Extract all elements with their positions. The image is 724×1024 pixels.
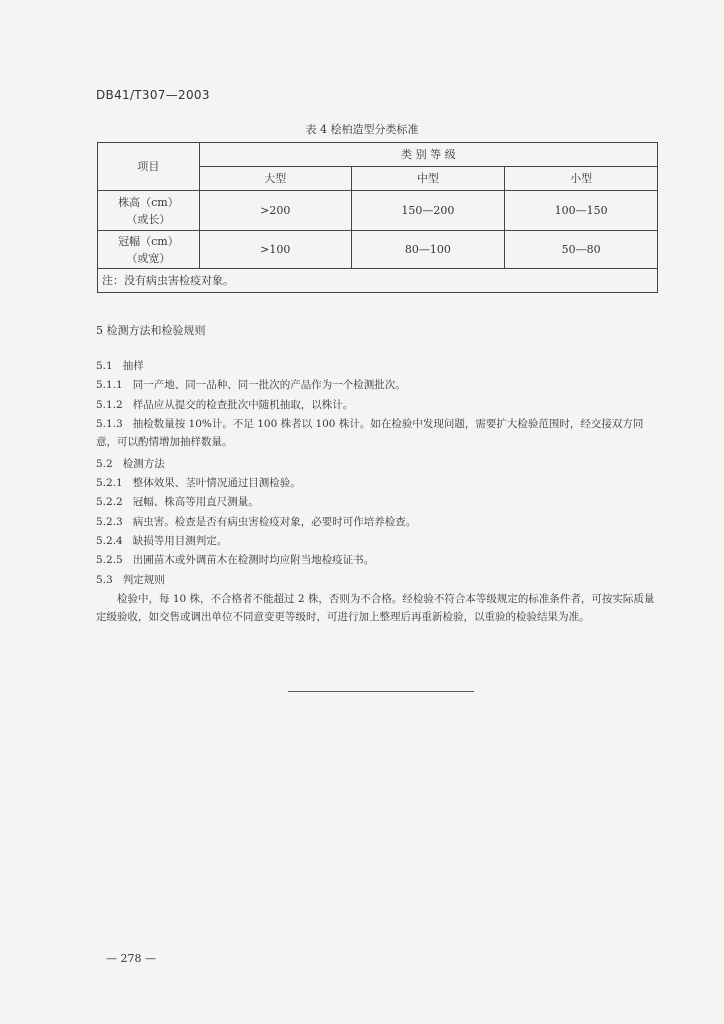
- clause: [96, 474, 662, 492]
- clause: [96, 455, 662, 473]
- section-title: 5 检测方法和检验规则: [96, 324, 206, 337]
- cell-medium: 150—200: [351, 191, 505, 231]
- clause-text: 抽样: [122, 360, 144, 372]
- cell-large: >200: [199, 191, 351, 231]
- clause-number: 5.1.3: [96, 418, 123, 430]
- clause-number: 5.2.2: [96, 496, 123, 508]
- clause-number: 5.2.3: [96, 516, 123, 528]
- table-caption: 表 4 桧柏造型分类标准: [305, 123, 419, 136]
- row-label-line1: 冠幅（cm）: [118, 234, 179, 248]
- header-large: 大型: [199, 167, 351, 191]
- clause-text: 判定规则: [122, 574, 165, 586]
- table-row: [98, 191, 658, 231]
- standard-code: DB41/T307—2003: [96, 88, 210, 102]
- end-rule: [288, 691, 474, 692]
- row-label: [98, 191, 200, 231]
- clause: [96, 571, 662, 589]
- page-number: — 278 —: [106, 952, 156, 965]
- clause-text: 出圃苗木或外调苗木在检测时均应附当地检疫证书。: [132, 554, 375, 566]
- clause: [96, 513, 662, 531]
- clause-text: 样品应从提交的检查批次中随机抽取，以株计。: [132, 399, 354, 411]
- clause: [96, 551, 662, 569]
- cell-small: 100—150: [505, 191, 658, 231]
- cell-medium: 80—100: [351, 231, 505, 269]
- clause-text: 缺损等用目测判定。: [132, 535, 228, 547]
- header-small: 小型: [505, 167, 658, 191]
- clause-number: 5.2.4: [96, 535, 123, 547]
- clause: [96, 376, 662, 394]
- clause-text: 冠幅、株高等用直尺测量。: [132, 496, 259, 508]
- cell-large: >100: [199, 231, 351, 269]
- clause-number: 5.3: [96, 574, 113, 586]
- clause: [96, 396, 662, 414]
- table-row: [98, 231, 658, 269]
- clause-text: 病虫害。检查是否有病虫害检疫对象，必要时可作培养检查。: [132, 516, 417, 528]
- row-label: [98, 231, 200, 269]
- clause: [96, 357, 662, 375]
- clause-text: 整体效果、茎叶情况通过目测检验。: [132, 477, 301, 489]
- clause-text: 检测方法: [122, 458, 165, 470]
- clause: [96, 415, 662, 451]
- clause-number: 5.1.1: [96, 379, 123, 391]
- classification-table: [97, 142, 658, 293]
- table-note-row: [98, 269, 658, 293]
- clause: [96, 493, 662, 511]
- header-category-grade: 类 别 等 级: [199, 143, 657, 167]
- cell-small: 50—80: [505, 231, 658, 269]
- clause: [96, 532, 662, 550]
- header-item: 项目: [98, 143, 200, 191]
- judgement-paragraph: 检验中，每 10 株，不合格者不能超过 2 株，否则为不合格。经检验不符合本等级规定的标准条件者，可按实际质量定级验收，如交售或调出单位不同意变更等级时，可进行加上整理后再重新检验，以重验的检验结果为准。: [96, 593, 655, 623]
- table-note: 注：没有病虫害检疫对象。: [98, 269, 658, 293]
- row-label-line2: （或宽）: [126, 251, 171, 265]
- clause-text: 同一产地、同一品种、同一批次的产品作为一个检测批次。: [132, 379, 406, 391]
- row-label-line2: （或长）: [126, 212, 171, 226]
- clause-number: 5.2: [96, 458, 113, 470]
- table-header-row: [98, 143, 658, 167]
- clause-number: 5.2.5: [96, 554, 123, 566]
- clause-number: 5.1.2: [96, 399, 123, 411]
- row-label-line1: 株高（cm）: [118, 195, 179, 209]
- clause-text: 抽检数量按 10%计。不足 100 株者以 100 株计。如在检验中发现问题，需要扩大检验范围时，经交接双方同意，可以酌情增加抽样数量。: [96, 418, 644, 448]
- clause-number: 5.1: [96, 360, 113, 372]
- clause-number: 5.2.1: [96, 477, 123, 489]
- header-medium: 中型: [351, 167, 505, 191]
